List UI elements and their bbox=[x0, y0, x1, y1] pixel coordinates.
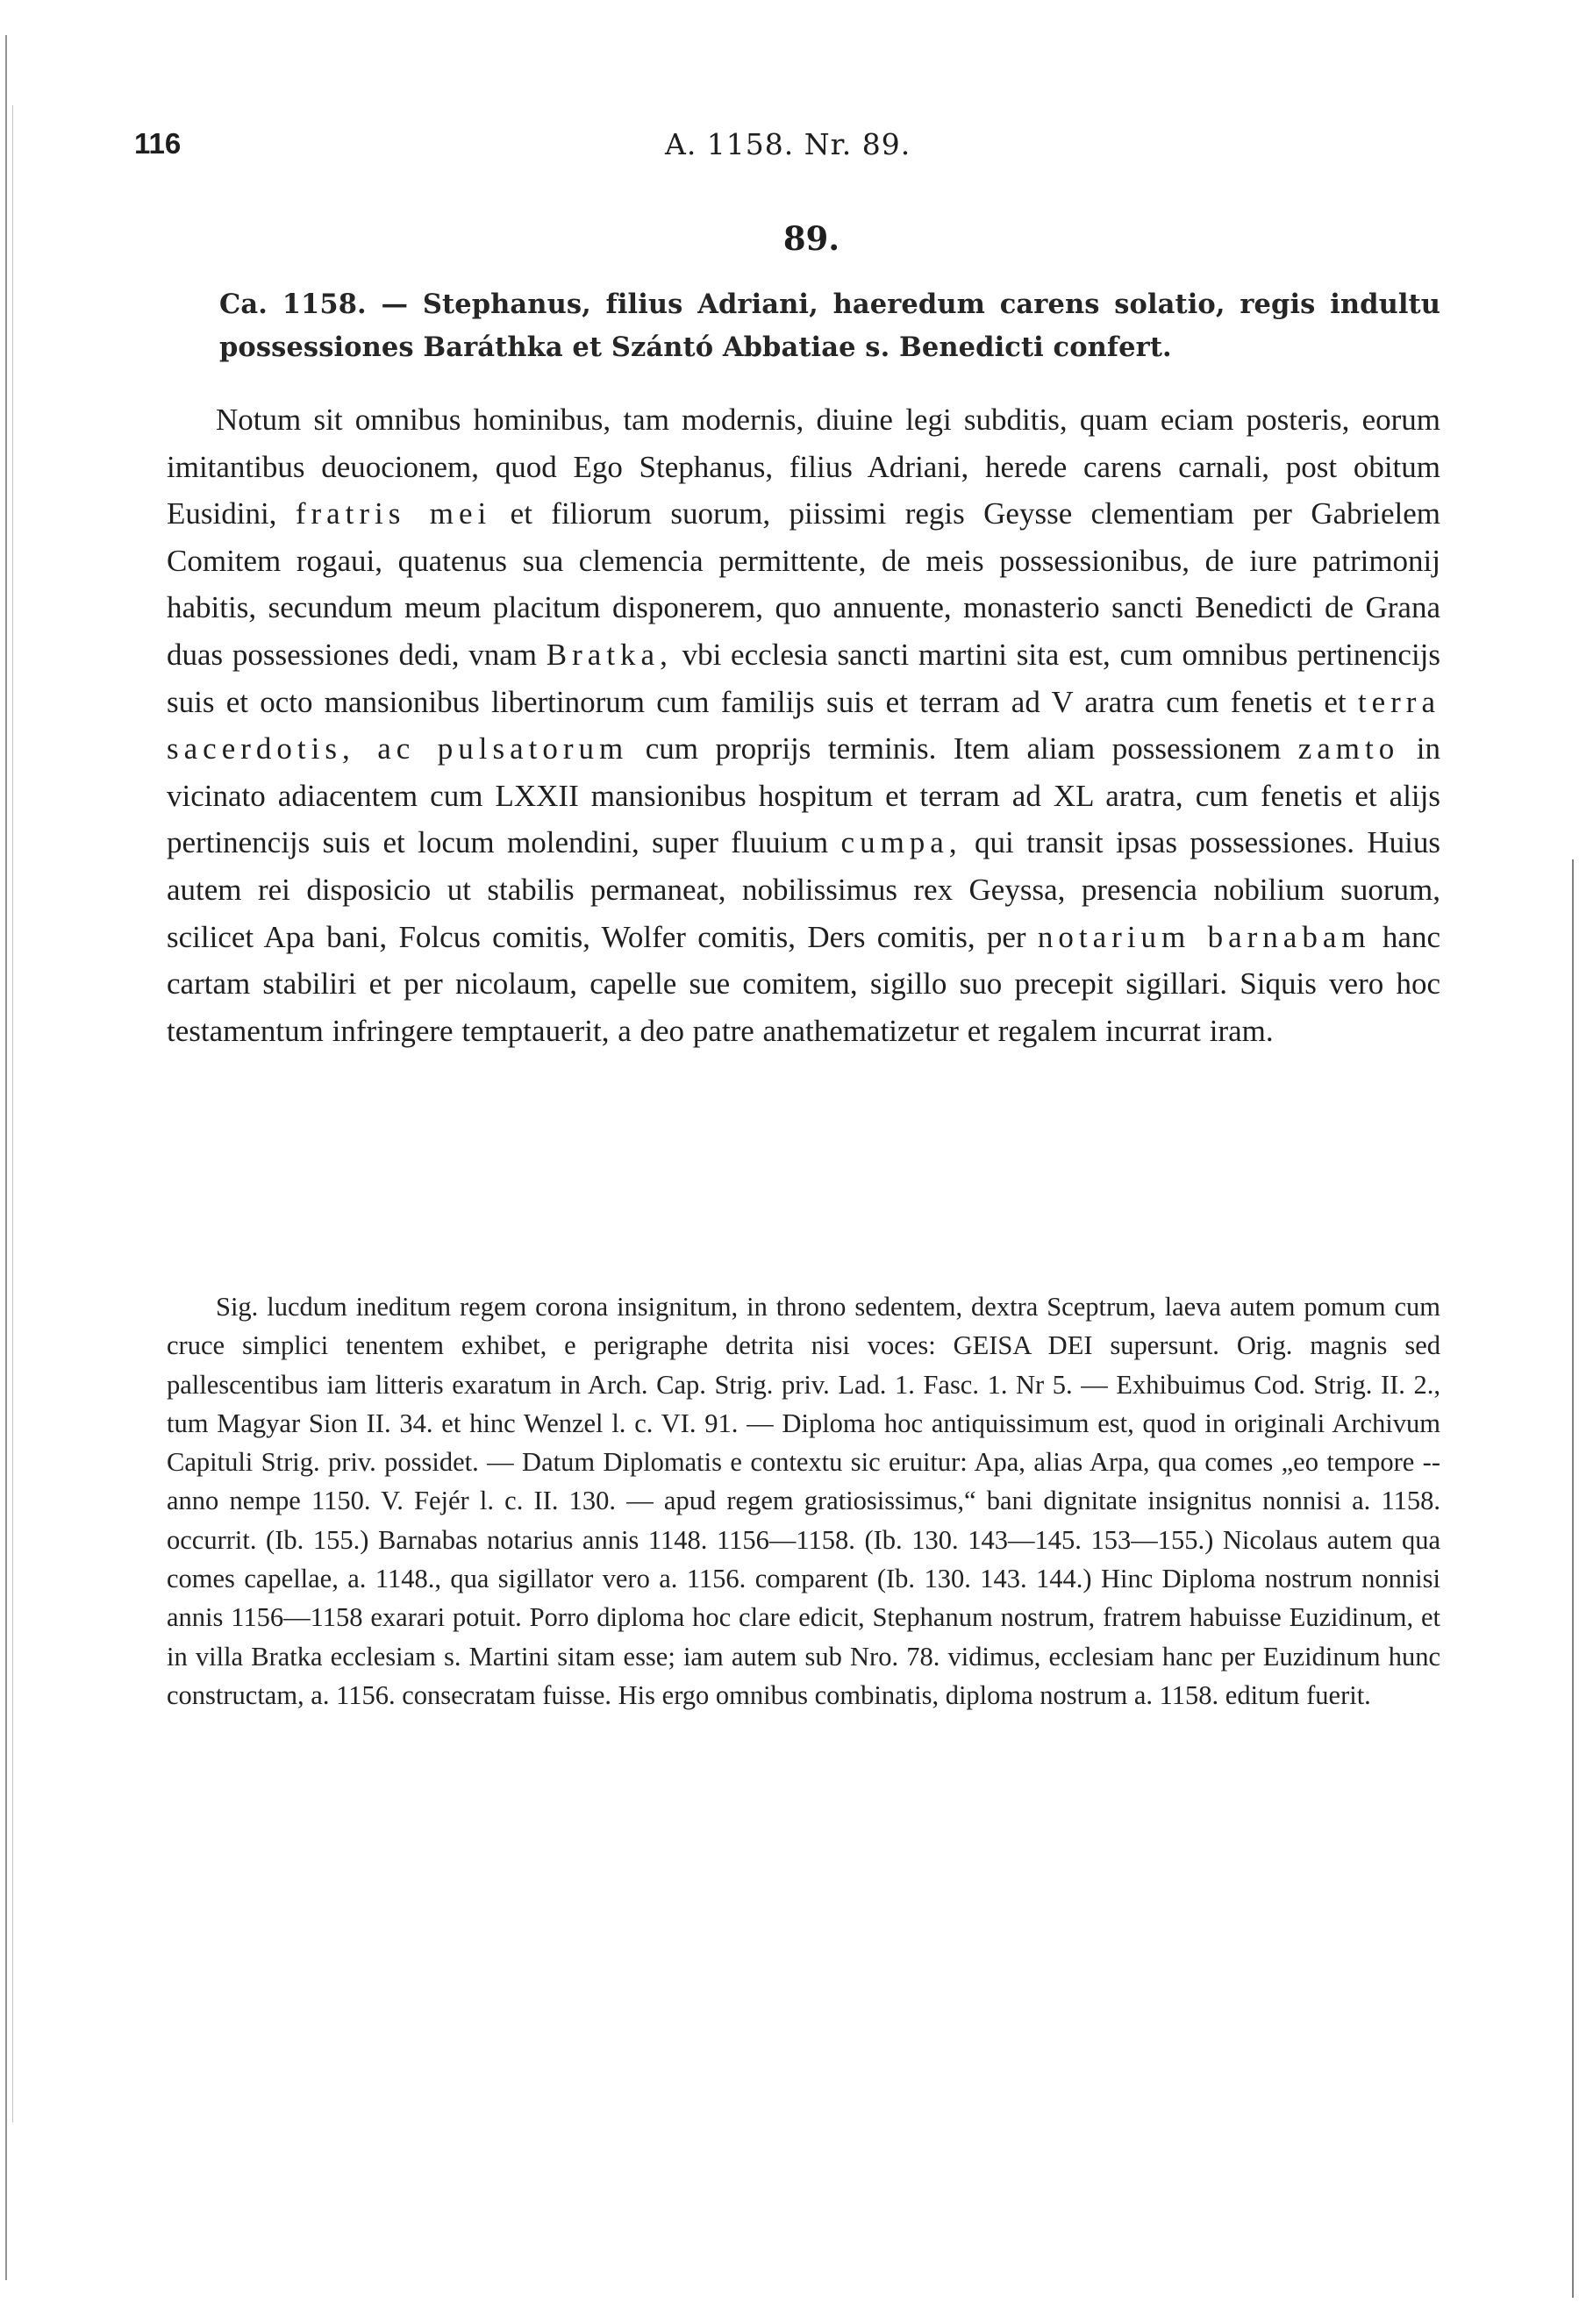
document-number: 89. bbox=[782, 219, 840, 258]
charter-part-6: qui transit ipsas possessiones. Huius autem rei disposicio ut stabilis permaneat, nobilissimus rex Geyssa, presencia nobilium suorum, scilicet Apa bani, Folcus comitis, Wolfer comitis, Ders comitis, per bbox=[167, 825, 1440, 954]
scan-edge-left bbox=[5, 35, 7, 2280]
regest-text: — Stephanus, filius Adriani, haeredum carens solatio, regis indultu possessiones Baráthka et Szántó Abbatiae s. Benedicti confert. bbox=[219, 289, 1441, 363]
scan-edge-right bbox=[1572, 859, 1574, 2298]
charter-spaced-1: fratris mei bbox=[295, 496, 492, 531]
page-header bbox=[134, 127, 1450, 162]
scan-edge-left-inner bbox=[12, 105, 13, 2122]
charter-spaced-6: notarium barnabam bbox=[1037, 919, 1371, 954]
charter-part-4: cum proprijs terminis. Item aliam possessionem bbox=[645, 731, 1282, 766]
running-head: A. 1158. Nr. 89. bbox=[665, 127, 911, 161]
editorial-notes: Sig. lucdum ineditum regem corona insignitum, in throno sedentem, dextra Sceptrum, laeva autem pomum cum cruce simplici tenentem exhibet, e perigraphe detrita nisi voces: GEISA DEI supersunt. Orig. magnis sed pallescentibus iam litteris exaratum in Arch. Cap. Strig. priv. Lad. 1. Fasc. 1. Nr 5. — Exhibuimus Cod. Strig. II. 2., tum Magyar Sion II. 34. et hinc Wenzel l. c. VI. 91. — Diploma hoc antiquissimum est, quod in originali Archivum Capituli Strig. priv. possidet. — Datum Diplomatis e contextu sic eruitur: Apa, alias Arpa, qua comes „eo tempore -- anno nempe 1150. V. Fejér l. c. II. 130. — apud regem gratiosissimus,“ bani dignitate insignitus nonnisi a. 1158. occurrit. (Ib. 155.) Barnabas notarius annis 1148. 1156—1158. (Ib. 130. 143—145. 153—155.) Nicolaus autem qua comes capellae, a. 1148., qua sigillator vero a. 1156. comparent (Ib. 130. 143. 144.) Hinc Diploma nostrum nonnisi annis 1156—1158 exarari potuit. Porro diploma hoc clare edicit, Stephanum nostrum, fratrem habuisse Euzidinum, et in villa Bratka ecclesiam s. Martini sitam esse; iam autem sub Nro. 78. vidimus, ecclesiam hanc per Euzidinum hunc constructam, a. 1156. consecratam fuisse. His ergo omnibus combinatis, diploma nostrum a. 1158. editum fuerit. bbox=[167, 1292, 1440, 1710]
charter-spaced-3: terra sacerdotis, ac pulsatorum bbox=[167, 684, 1440, 766]
page-number: 116 bbox=[134, 127, 182, 160]
charter-part-2: et filiorum suorum, piissimi regis Geysse clementiam per Gabrielem Comitem rogaui, quatenus sua clemencia permittente, de meis possessionibus, de iure patrimonij habitis, secundum meum placitum disponerem, quo annuente, monasterio sancti Benedicti de Grana duas possessiones dedi, vnam bbox=[167, 496, 1441, 672]
charter-part-5: in vicinato adiacentem cum LXXII mansionibus hospitum et terram ad XL aratra, cum fenetis et alijs pertinencijs suis et locum molendini, super fluuium bbox=[167, 731, 1440, 860]
regest-date: Ca. 1158. bbox=[219, 289, 367, 320]
charter-spaced-5: cumpa, bbox=[840, 825, 962, 860]
charter-part-7: hanc cartam stabiliri et per nicolaum, capelle sue comitem, sigillo suo precepit sigillari. Siquis vero hoc testamentum infringere temptauerit, a deo patre anathematizetur et regalem incurrat iram. bbox=[167, 919, 1440, 1048]
charter-spaced-2: Bratka, bbox=[546, 637, 673, 672]
charter-part-3: vbi ecclesia sancti martini sita est, cum omnibus pertinencijs suis et octo mansionibus libertinorum cum familijs suis et terram ad V aratra cum fenetis et bbox=[167, 637, 1441, 719]
regest bbox=[219, 283, 1440, 369]
charter-text bbox=[167, 396, 1440, 1054]
charter-part-1: Notum sit omnibus hominibus, tam modernis, diuine legi subditis, quam eciam posteris, eorum imitantibus deuocionem, quod Ego Stephanus, filius Adriani, herede carens carnali, post obitum Eusidini, bbox=[167, 403, 1440, 531]
charter-spaced-4: zamto bbox=[1297, 731, 1400, 766]
